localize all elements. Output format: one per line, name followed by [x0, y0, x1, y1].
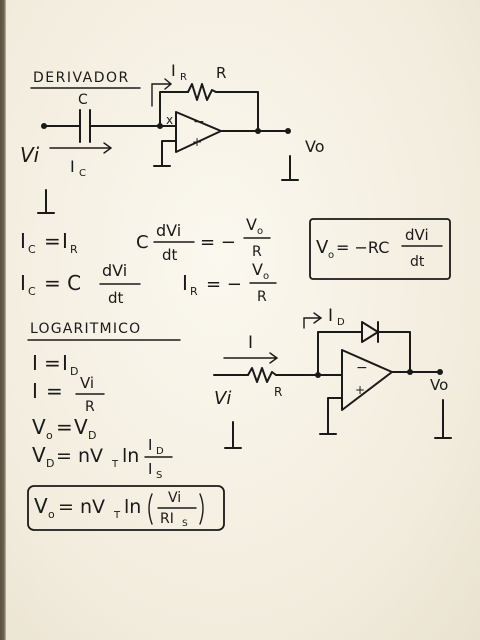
- log-eq4-lhs-sub: D: [46, 457, 55, 470]
- log-i-arrow: [224, 353, 277, 363]
- ic-label-sub: C: [79, 168, 86, 179]
- result-eq: = −RC: [336, 238, 390, 257]
- feedback-left-wire: [160, 92, 188, 126]
- resistor-symbol: [188, 84, 216, 100]
- capacitor-symbol: [80, 110, 90, 142]
- eq1-lhs: I: [20, 229, 26, 253]
- ir-label: I: [171, 61, 176, 80]
- eq4-lhs-sub: R: [190, 285, 198, 298]
- result-lhs: V: [316, 237, 329, 258]
- log-opamp-plus: +: [355, 383, 366, 397]
- log-eq4-num: I: [148, 436, 153, 454]
- feedback-right-wire: [216, 92, 258, 131]
- log-vi-label: Vi: [214, 388, 232, 409]
- opamp-minus: −: [193, 114, 205, 130]
- opamp-plus: +: [192, 135, 203, 149]
- eq3-num: dVi: [102, 261, 128, 280]
- log-i-label: I: [248, 333, 254, 353]
- log-id-arrow: [304, 313, 321, 328]
- eq2-c: C: [136, 232, 149, 253]
- eq3-eq: = C: [44, 271, 82, 295]
- derivador-eq-ic-cdvi: [20, 261, 140, 307]
- log-eq1-rhs-sub: D: [70, 365, 79, 378]
- vi-label: Vi: [20, 143, 40, 167]
- derivador-section: [20, 61, 450, 307]
- log-result-lhs-sub: o: [48, 508, 55, 521]
- log-output-node: [407, 369, 413, 375]
- log-id-label: I: [328, 306, 334, 326]
- log-eq2-eq: =: [46, 379, 63, 403]
- log-opamp-minus: −: [356, 360, 368, 376]
- node-x-label: x: [166, 113, 174, 127]
- eq2-num2-sub: o: [257, 226, 264, 237]
- log-eq-i-vi-r: [32, 374, 104, 415]
- log-eq1-lhs: I: [32, 351, 38, 375]
- eq3-lhs-sub: C: [28, 285, 36, 298]
- log-r-label: R: [274, 385, 283, 399]
- noninverting-wire: [162, 141, 176, 166]
- log-vo-label: Vo: [430, 376, 449, 394]
- log-result-t-sub: T: [114, 510, 121, 521]
- eq2-eq: = −: [200, 232, 236, 253]
- eq4-den: R: [257, 289, 267, 305]
- log-feedback-right: [378, 332, 410, 372]
- log-eq3-rhs-sub: D: [88, 429, 97, 442]
- eq2-num2: V: [246, 215, 257, 234]
- eq2-den2: R: [252, 244, 262, 260]
- log-eq-vo-vd: [32, 415, 96, 442]
- capacitor-label: C: [78, 92, 88, 108]
- diode-symbol: [362, 322, 378, 342]
- log-eq4-num-sub: D: [156, 446, 164, 457]
- logaritmico-title: LOGARITMICO: [30, 321, 142, 337]
- output-ground: [282, 156, 298, 180]
- log-resistor-symbol: [248, 368, 276, 382]
- log-eq2-lhs: I: [32, 379, 38, 403]
- result-den: dt: [410, 254, 425, 270]
- logaritmico-circuit: [214, 306, 451, 448]
- log-eq4-eq: = nV: [56, 445, 103, 467]
- log-eq-i-id: [32, 351, 78, 378]
- log-result-lhs: V: [34, 494, 48, 518]
- log-eq3-lhs-sub: o: [46, 429, 53, 442]
- eq1-rhs: I: [62, 229, 68, 253]
- result-num: dVi: [405, 226, 429, 244]
- log-result-box: [28, 486, 224, 530]
- derivador-title: DERIVADOR: [33, 70, 130, 86]
- log-result-eq: = nV: [58, 496, 105, 518]
- log-eq2-num: Vi: [80, 374, 95, 392]
- log-eq4-den: I: [148, 460, 153, 478]
- eq3-den: dt: [108, 289, 124, 307]
- eq1-rhs-sub: R: [70, 243, 78, 256]
- eq2-num: dVi: [156, 221, 182, 240]
- ic-label: I: [70, 157, 75, 176]
- log-output-ground: [435, 400, 451, 438]
- vo-label: Vo: [305, 137, 325, 156]
- log-result-paren-right: [200, 494, 203, 524]
- derivador-result-box: [310, 219, 450, 279]
- log-result-den: RI: [160, 511, 174, 527]
- input-ground: [38, 190, 54, 213]
- eq4-lhs: I: [182, 271, 188, 295]
- log-eq4-lhs: V: [32, 443, 46, 467]
- log-result-ln: ln: [124, 496, 142, 518]
- log-eq1-rhs: I: [62, 351, 68, 375]
- log-eq-vd-ln: [32, 436, 172, 481]
- logaritmico-section: [28, 306, 451, 530]
- output-node: [255, 128, 261, 134]
- log-output-terminal: [437, 369, 443, 375]
- log-eq3-lhs: V: [32, 415, 46, 439]
- log-opamp-triangle: [342, 350, 392, 410]
- eq4-num: V: [252, 260, 263, 279]
- log-eq4-t-sub: T: [112, 459, 119, 470]
- eq4-eq: = −: [206, 274, 242, 295]
- log-input-ground: [225, 422, 241, 448]
- log-result-paren-left: [149, 494, 152, 524]
- log-eq3-rhs: V: [74, 415, 88, 439]
- eq3-lhs: I: [20, 271, 26, 295]
- log-eq4-ln: ln: [122, 445, 140, 467]
- log-result-den-sub: S: [182, 519, 188, 529]
- log-eq4-den-sub: S: [156, 470, 163, 481]
- ic-arrow: [50, 143, 111, 153]
- log-id-label-sub: D: [337, 317, 345, 328]
- ir-label-sub: R: [180, 72, 187, 83]
- derivador-eq-c-dvi: [136, 215, 270, 264]
- eq1-eq: =: [44, 229, 61, 253]
- log-result-num: Vi: [168, 490, 182, 506]
- eq1-lhs-sub: C: [28, 243, 36, 256]
- eq2-den: dt: [162, 246, 178, 264]
- result-lhs-sub: o: [328, 250, 335, 261]
- log-noninverting-ground: [320, 398, 342, 434]
- log-eq3-eq: =: [56, 415, 73, 439]
- derivador-eq-ic-ir: [20, 229, 78, 256]
- output-terminal: [285, 128, 291, 134]
- log-eq1-eq: =: [44, 351, 61, 375]
- resistor-label: R: [216, 64, 227, 82]
- eq4-num-sub: o: [263, 271, 270, 282]
- derivador-eq-ir: [182, 260, 276, 305]
- log-eq2-den: R: [85, 399, 95, 415]
